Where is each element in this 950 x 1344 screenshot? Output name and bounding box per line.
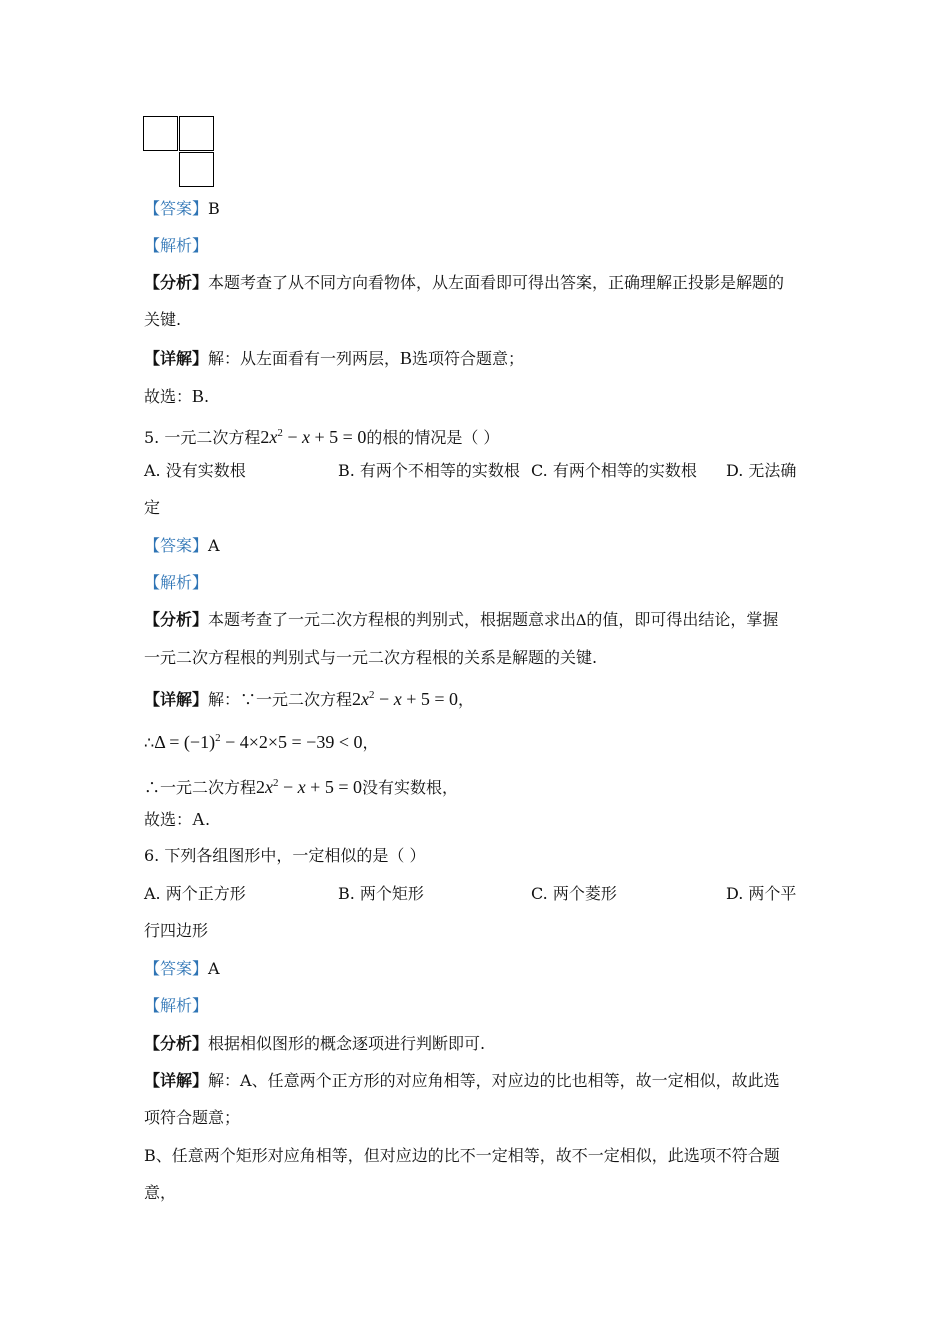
fenxi-tag: 【分析】: [144, 273, 209, 292]
q6-answer: 【答案】A: [144, 959, 220, 978]
q5-option-c[interactable]: C. 有两个相等的实数根: [531, 461, 697, 480]
q5-answer: 【答案】A: [144, 536, 220, 555]
left-view-figure: [143, 116, 217, 188]
q4-fenxi-line1: 【分析】本题考查了从不同方向看物体，从左面看即可得出答案，正确理解正投影是解题的: [144, 273, 785, 292]
q6-detail-line1: 【详解】解：A、任意两个正方形的对应角相等，对应边的比也相等，故一定相似，故此选: [144, 1071, 780, 1090]
detail-tag: 【详解】: [144, 349, 209, 368]
q6-option-b[interactable]: B. 两个矩形: [338, 884, 424, 903]
q6-option-d[interactable]: D. 两个平: [726, 884, 797, 903]
q5-choose: 故选：A.: [144, 809, 211, 829]
answer-value: B: [208, 199, 220, 218]
square-top-right: [179, 116, 214, 151]
q5-option-d[interactable]: D. 无法确: [726, 461, 797, 480]
q4-analysis-tag: 【解析】: [144, 236, 209, 255]
q6-analysis-tag: 【解析】: [144, 996, 209, 1015]
q6-detail-line4: 意，: [144, 1183, 177, 1202]
q6-stem: 6. 下列各组图形中，一定相似的是（ ）: [144, 846, 426, 865]
square-bottom-right: [179, 152, 214, 187]
q6-option-c[interactable]: C. 两个菱形: [531, 884, 617, 903]
q4-detail: 【详解】解：从左面看有一列两层，B选项符合题意；: [144, 348, 525, 368]
q5-detail-line3: ∴一元二次方程$2x^2 - x + 5 = 0$没有实数根，: [144, 777, 458, 797]
q5-analysis-tag: 【解析】: [144, 573, 209, 592]
q4-answer: [144, 198, 812, 220]
q4-choose: 故选：B.: [144, 386, 210, 406]
q6-detail-line2: 项符合题意；: [144, 1108, 241, 1127]
q6-option-a[interactable]: A. 两个正方形: [144, 884, 246, 903]
answer-tag: 【答案】: [144, 199, 209, 218]
q6-fenxi: 【分析】根据相似图形的概念逐项进行判断即可.: [144, 1034, 486, 1053]
q5-detail-line1: 【详解】解：∵一元二次方程$2x^2 - x + 5 = 0$，: [144, 689, 475, 709]
q5-detail-line2: ∴Δ = $(-1)^2 - 4\times 2\times 5 = -39 < 0$，: [144, 732, 379, 752]
q4-fenxi-line2: 关键.: [144, 310, 182, 329]
q5-stem: 5. 一元二次方程$2x^2 - x + 5 = 0$的根的情况是（ ）: [144, 427, 500, 447]
q5-option-b[interactable]: B. 有两个不相等的实数根: [338, 461, 520, 480]
discriminant-formula: $\Delta = (-1)^2 - 4\times 2\times 5 = -39 < 0$: [154, 732, 363, 752]
q6-detail-line3: B、任意两个矩形对应角相等，但对应边的比不一定相等，故不一定相似，此选项不符合题: [144, 1146, 780, 1165]
q6-option-d-cont: 行四边形: [144, 921, 209, 940]
q5-fenxi-line1: 【分析】本题考查了一元二次方程根的判别式，根据题意求出Δ的值，即可得出结论，掌握: [144, 610, 779, 629]
q5-option-a[interactable]: A. 没有实数根: [144, 461, 246, 480]
q5-option-d-cont: 定: [144, 498, 161, 517]
q5-equation: $2x^2 - x + 5 = 0$: [260, 427, 367, 447]
q5-fenxi-line2: 一元二次方程根的判别式与一元二次方程根的关系是解题的关键.: [144, 648, 598, 667]
square-top-left: [143, 116, 178, 151]
